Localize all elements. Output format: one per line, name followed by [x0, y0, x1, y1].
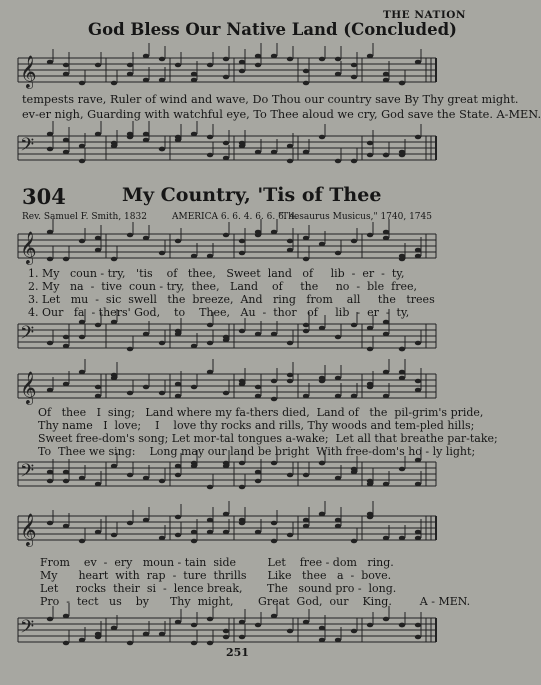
note-head [63, 382, 69, 387]
note-head [143, 632, 149, 637]
note-head [47, 617, 53, 622]
note-head [399, 257, 405, 262]
verse-1-line: Of thee I sing; Land where my fa-thers died, Land of the pil-grim's pride, [38, 406, 484, 419]
note-head [383, 617, 389, 622]
note-head [271, 397, 277, 402]
verse-1-line: 1. My coun - try, 'tis of thee, Sweet land of lib - er - ty, [28, 267, 405, 280]
note-head [399, 536, 405, 541]
note-head [255, 623, 261, 628]
note-head [191, 623, 197, 628]
previous-hymn-title: God Bless Our Native Land (Concluded) [88, 20, 457, 39]
hymn-number: 304 [22, 184, 66, 209]
note-head [271, 539, 277, 544]
verse-3-line: Sweet free-dom's song; Let mor-tal tongues a-wake; Let all that breathe par-take; [38, 432, 498, 445]
note-head [271, 614, 277, 619]
note-head [47, 388, 53, 393]
note-head [47, 230, 53, 235]
note-head [271, 461, 277, 466]
note-head [175, 515, 181, 520]
note-head [287, 379, 293, 384]
note-head [271, 150, 277, 155]
note-head [287, 373, 293, 378]
note-head [79, 159, 85, 164]
note-head [319, 626, 325, 631]
note-head [367, 233, 373, 238]
note-head [127, 63, 133, 68]
note-head [383, 153, 389, 158]
note-head [191, 641, 197, 646]
note-head [303, 150, 309, 155]
note-head [335, 72, 341, 77]
svg-text:𝄞: 𝄞 [20, 513, 37, 546]
note-head [335, 394, 341, 399]
note-head [239, 518, 245, 523]
note-head [415, 458, 421, 463]
note-head [175, 63, 181, 68]
note-head [175, 138, 181, 143]
note-head [63, 257, 69, 262]
note-head [175, 533, 181, 538]
note-head [79, 539, 85, 544]
note-head [143, 476, 149, 481]
note-head [159, 341, 165, 346]
note-head [127, 521, 133, 526]
note-head [207, 153, 213, 158]
note-head [255, 150, 261, 155]
note-head [383, 370, 389, 375]
verse-4-line: To Thee we sing: Long may our land be bright With free-dom's ho - ly light; [38, 445, 476, 458]
note-head [63, 335, 69, 340]
note-head [63, 524, 69, 529]
system-1-lyrics [28, 267, 435, 319]
note-head [111, 373, 117, 378]
note-head [175, 464, 181, 469]
note-head [335, 518, 341, 523]
note-head [399, 376, 405, 381]
note-head [127, 347, 133, 352]
note-head [47, 479, 53, 484]
note-head [143, 138, 149, 143]
note-head [111, 464, 117, 469]
note-head [79, 239, 85, 244]
note-head [335, 524, 341, 529]
note-head [319, 512, 325, 517]
note-head [223, 629, 229, 634]
note-head [303, 524, 309, 529]
note-head [415, 530, 421, 535]
note-head [223, 635, 229, 640]
previous-hymn-bass-staff [0, 130, 480, 170]
note-head [383, 236, 389, 241]
note-head [207, 370, 213, 375]
note-head [47, 470, 53, 475]
svg-text:𝄞: 𝄞 [20, 55, 37, 88]
note-head [79, 335, 85, 340]
note-head [79, 370, 85, 375]
note-head [255, 470, 261, 475]
note-head [111, 533, 117, 538]
note-head [175, 394, 181, 399]
note-head [79, 638, 85, 643]
note-head [383, 482, 389, 487]
note-head [271, 379, 277, 384]
note-head [415, 254, 421, 259]
note-head [367, 141, 373, 146]
note-head [287, 159, 293, 164]
note-head [159, 479, 165, 484]
note-head [175, 473, 181, 478]
note-head [287, 629, 293, 634]
note-head [175, 332, 181, 337]
system-2-treble-staff [0, 368, 480, 408]
note-head [319, 135, 325, 140]
note-head [175, 382, 181, 387]
note-head [127, 641, 133, 646]
note-head [367, 385, 373, 390]
note-head [223, 75, 229, 80]
verse-2-line: 2. My na - tive coun - try, thee, Land of the no - ble free, [28, 280, 418, 293]
note-head [239, 485, 245, 490]
svg-text:𝄞: 𝄞 [20, 371, 37, 404]
note-head [239, 329, 245, 334]
note-head [63, 138, 69, 143]
note-head [79, 81, 85, 86]
note-head [95, 482, 101, 487]
note-head [239, 461, 245, 466]
verse-3-line: Let rocks their si - lence break, The sound pro - long. [40, 582, 397, 595]
note-head [63, 344, 69, 349]
note-head [287, 239, 293, 244]
note-head [335, 476, 341, 481]
note-head [303, 257, 309, 262]
svg-text:𝄢: 𝄢 [20, 135, 35, 160]
note-head [351, 467, 357, 472]
note-head [351, 239, 357, 244]
note-head [191, 385, 197, 390]
note-head [255, 233, 261, 238]
previous-hymn-line-2: ev-er nigh, Guarding with watchful eye, To Thee aloud we cry, God save the State. A-MEN. [22, 108, 541, 121]
note-head [159, 536, 165, 541]
note-head [351, 394, 357, 399]
note-head [399, 150, 405, 155]
system-1-bass-staff [0, 318, 480, 358]
note-head [351, 75, 357, 80]
note-head [95, 385, 101, 390]
note-head [207, 485, 213, 490]
hymn-title: My Country, 'Tis of Thee [122, 184, 382, 206]
note-head [111, 144, 117, 149]
note-head [191, 78, 197, 83]
note-head [383, 332, 389, 337]
note-head [415, 623, 421, 628]
note-head [239, 635, 245, 640]
note-head [255, 63, 261, 68]
note-head [367, 153, 373, 158]
note-head [207, 254, 213, 259]
author: Rev. Samuel F. Smith, 1832 [22, 212, 147, 222]
note-head [207, 518, 213, 523]
previous-hymn-line-1: tempests rave, Ruler of wind and wave, Do Thou our country save By Thy great might. [22, 93, 519, 106]
note-head [127, 233, 133, 238]
note-head [79, 476, 85, 481]
note-head [303, 620, 309, 625]
system-2-bass-staff [0, 456, 480, 496]
note-head [95, 632, 101, 637]
note-head [319, 57, 325, 62]
svg-text:𝄢: 𝄢 [20, 461, 35, 486]
verse-2-line: Thy name I love; I love thy rocks and rills, Thy woods and tem-pled hills; [38, 419, 475, 432]
note-head [143, 236, 149, 241]
note-head [351, 539, 357, 544]
note-head [239, 382, 245, 387]
note-head [223, 57, 229, 62]
note-head [335, 57, 341, 62]
note-head [223, 141, 229, 146]
note-head [159, 78, 165, 83]
note-head [319, 242, 325, 247]
note-head [63, 63, 69, 68]
note-head [255, 332, 261, 337]
note-head [303, 394, 309, 399]
note-head [239, 251, 245, 256]
note-head [351, 629, 357, 634]
note-head [127, 72, 133, 77]
tune-source: "Thesaurus Musicus," 1740, 1745 [278, 212, 432, 222]
note-head [303, 236, 309, 241]
note-head [63, 479, 69, 484]
note-head [63, 614, 69, 619]
note-head [95, 394, 101, 399]
note-head [223, 233, 229, 238]
note-head [127, 132, 133, 137]
note-head [79, 144, 85, 149]
note-head [383, 72, 389, 77]
note-head [191, 530, 197, 535]
note-head [111, 257, 117, 262]
note-head [319, 461, 325, 466]
note-head [271, 332, 277, 337]
note-head [287, 473, 293, 478]
verse-4-line: 4. Our fa - thers' God, to Thee, Au - thor of lib - er - ty, [28, 306, 410, 319]
note-head [351, 323, 357, 328]
note-head [367, 54, 373, 59]
note-head [239, 60, 245, 65]
note-head [223, 335, 229, 340]
note-head [143, 518, 149, 523]
note-head [303, 323, 309, 328]
note-head [47, 132, 53, 137]
note-head [207, 530, 213, 535]
note-head [367, 347, 373, 352]
note-head [335, 251, 341, 256]
note-head [47, 147, 53, 152]
note-head [287, 144, 293, 149]
note-head [127, 473, 133, 478]
note-head [367, 512, 373, 517]
note-head [415, 248, 421, 253]
note-head [175, 239, 181, 244]
note-head [143, 78, 149, 83]
system-3-treble-staff [0, 510, 480, 550]
previous-hymn-treble-staff [0, 52, 480, 92]
note-head [335, 335, 341, 340]
note-head [255, 479, 261, 484]
note-head [383, 394, 389, 399]
note-head [191, 461, 197, 466]
note-head [367, 326, 373, 331]
note-head [367, 479, 373, 484]
note-head [223, 461, 229, 466]
note-head [111, 626, 117, 631]
note-head [159, 251, 165, 256]
note-head [383, 536, 389, 541]
note-head [143, 332, 149, 337]
note-head [415, 341, 421, 346]
verse-4-line: Pro - tect us by Thy might, Great God, our King. A - MEN. [40, 595, 471, 608]
verse-2-line: My heart with rap - ture thrills Like thee a - bove. [40, 569, 392, 582]
note-head [47, 341, 53, 346]
note-head [191, 344, 197, 349]
note-head [207, 341, 213, 346]
verse-1-line: From ev - ery moun - tain side Let free - dom ring. [40, 556, 394, 569]
note-head [95, 323, 101, 328]
note-head [175, 620, 181, 625]
note-head [303, 473, 309, 478]
note-head [271, 521, 277, 526]
note-head [335, 376, 341, 381]
note-head [207, 63, 213, 68]
running-head: THE NATION [382, 9, 466, 21]
note-head [207, 641, 213, 646]
note-head [415, 135, 421, 140]
note-head [399, 347, 405, 352]
note-head [399, 623, 405, 628]
note-head [255, 394, 261, 399]
note-head [255, 54, 261, 59]
note-head [415, 635, 421, 640]
note-head [319, 638, 325, 643]
note-head [287, 248, 293, 253]
note-head [159, 147, 165, 152]
note-head [399, 81, 405, 86]
system-2-lyrics [38, 406, 498, 458]
note-head [383, 78, 389, 83]
note-head [111, 81, 117, 86]
note-head [383, 320, 389, 325]
note-head [255, 385, 261, 390]
note-head [415, 536, 421, 541]
note-head [415, 379, 421, 384]
note-head [79, 320, 85, 325]
note-head [223, 530, 229, 535]
note-head [207, 617, 213, 622]
note-head [223, 156, 229, 161]
svg-text:𝄢: 𝄢 [20, 323, 35, 348]
note-head [239, 69, 245, 74]
note-head [63, 150, 69, 155]
note-head [95, 132, 101, 137]
note-head [191, 254, 197, 259]
note-head [319, 326, 325, 331]
note-head [303, 69, 309, 74]
note-head [415, 482, 421, 487]
note-head [159, 57, 165, 62]
svg-text:𝄢: 𝄢 [20, 617, 35, 642]
note-head [143, 385, 149, 390]
note-head [111, 320, 117, 325]
note-head [191, 72, 197, 77]
verse-3-line: 3. Let mu - sic swell the breeze, And ring from all the trees [28, 293, 435, 306]
note-head [143, 54, 149, 59]
note-head [319, 379, 325, 384]
note-head [399, 467, 405, 472]
note-head [95, 236, 101, 241]
note-head [335, 638, 341, 643]
note-head [95, 248, 101, 253]
note-head [351, 63, 357, 68]
note-head [143, 132, 149, 137]
note-head [303, 518, 309, 523]
note-head [239, 144, 245, 149]
system-1-treble-staff [0, 228, 480, 268]
note-head [223, 391, 229, 396]
note-head [303, 329, 309, 334]
note-head [255, 530, 261, 535]
note-head [95, 63, 101, 68]
note-head [47, 257, 53, 262]
note-head [63, 470, 69, 475]
note-head [271, 230, 277, 235]
note-head [207, 135, 213, 140]
note-head [383, 230, 389, 235]
note-head [95, 530, 101, 535]
note-head [271, 54, 277, 59]
note-head [287, 533, 293, 538]
note-head [239, 239, 245, 244]
note-head [367, 623, 373, 628]
note-head [47, 60, 53, 65]
note-head [207, 323, 213, 328]
note-head [63, 72, 69, 77]
note-head [191, 539, 197, 544]
note-head [399, 370, 405, 375]
system-3-lyrics [40, 556, 470, 608]
note-head [159, 391, 165, 396]
note-head [415, 388, 421, 393]
note-head [351, 159, 357, 164]
note-head [335, 159, 341, 164]
note-head [47, 521, 53, 526]
note-head [239, 620, 245, 625]
note-head [159, 632, 165, 637]
note-head [223, 512, 229, 517]
note-head [287, 341, 293, 346]
note-head [287, 57, 293, 62]
note-head [303, 81, 309, 86]
note-head [63, 641, 69, 646]
note-head [191, 132, 197, 137]
page-number: 251 [226, 646, 249, 659]
note-head [415, 60, 421, 65]
svg-text:𝄞: 𝄞 [20, 231, 37, 264]
tune-name: AMERICA 6. 6. 4. 6. 6. 6. 4. [172, 212, 299, 222]
note-head [127, 391, 133, 396]
